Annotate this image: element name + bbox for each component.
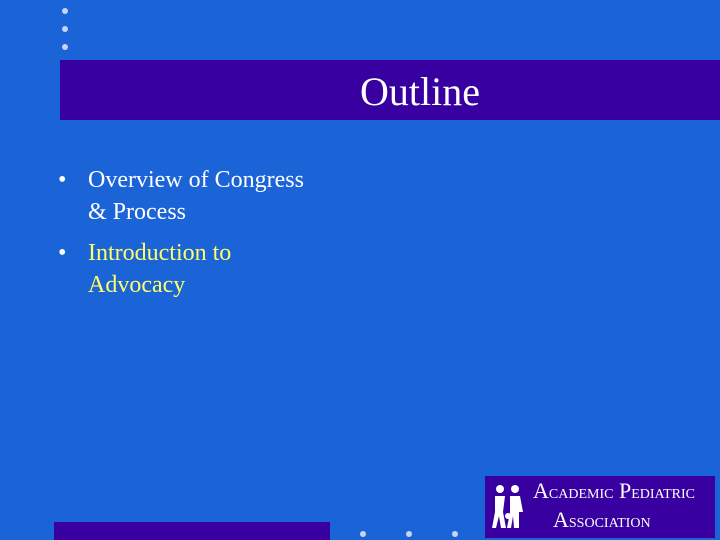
logo-text-line [553,507,651,537]
decorative-dot [360,531,366,537]
bullet-text-line: Advocacy [88,272,186,298]
bullet-text-line: & Process [88,199,186,225]
logo-word-part: EDIATRIC [631,487,695,502]
bullet-text-line: Introduction to [88,240,232,266]
bullet-list [58,164,378,310]
bullet-item [58,237,378,301]
logo-word-part: CADEMIC [548,487,614,502]
academic-pediatric-association-logo [485,476,715,538]
logo-letter: P [618,478,632,503]
decorative-dot [452,531,458,537]
logo-figures-icon [491,482,525,532]
bullet-text-line: Overview of Congress [88,167,304,193]
slide-title: Outline [360,69,480,114]
bullet-item [58,164,378,228]
bottom-bar [54,522,330,540]
bullet-icon: • [58,240,67,266]
title-bar [60,60,720,120]
logo-word-part: SSOCIATION [568,516,651,531]
logo-text-line [533,478,695,508]
bullet-icon: • [58,167,67,193]
decorative-dot [62,44,68,50]
decorative-dot [62,26,68,32]
decorative-dot [62,8,68,14]
logo-letter: A [533,478,549,503]
logo-letter: A [553,507,569,532]
decorative-dot [406,531,412,537]
